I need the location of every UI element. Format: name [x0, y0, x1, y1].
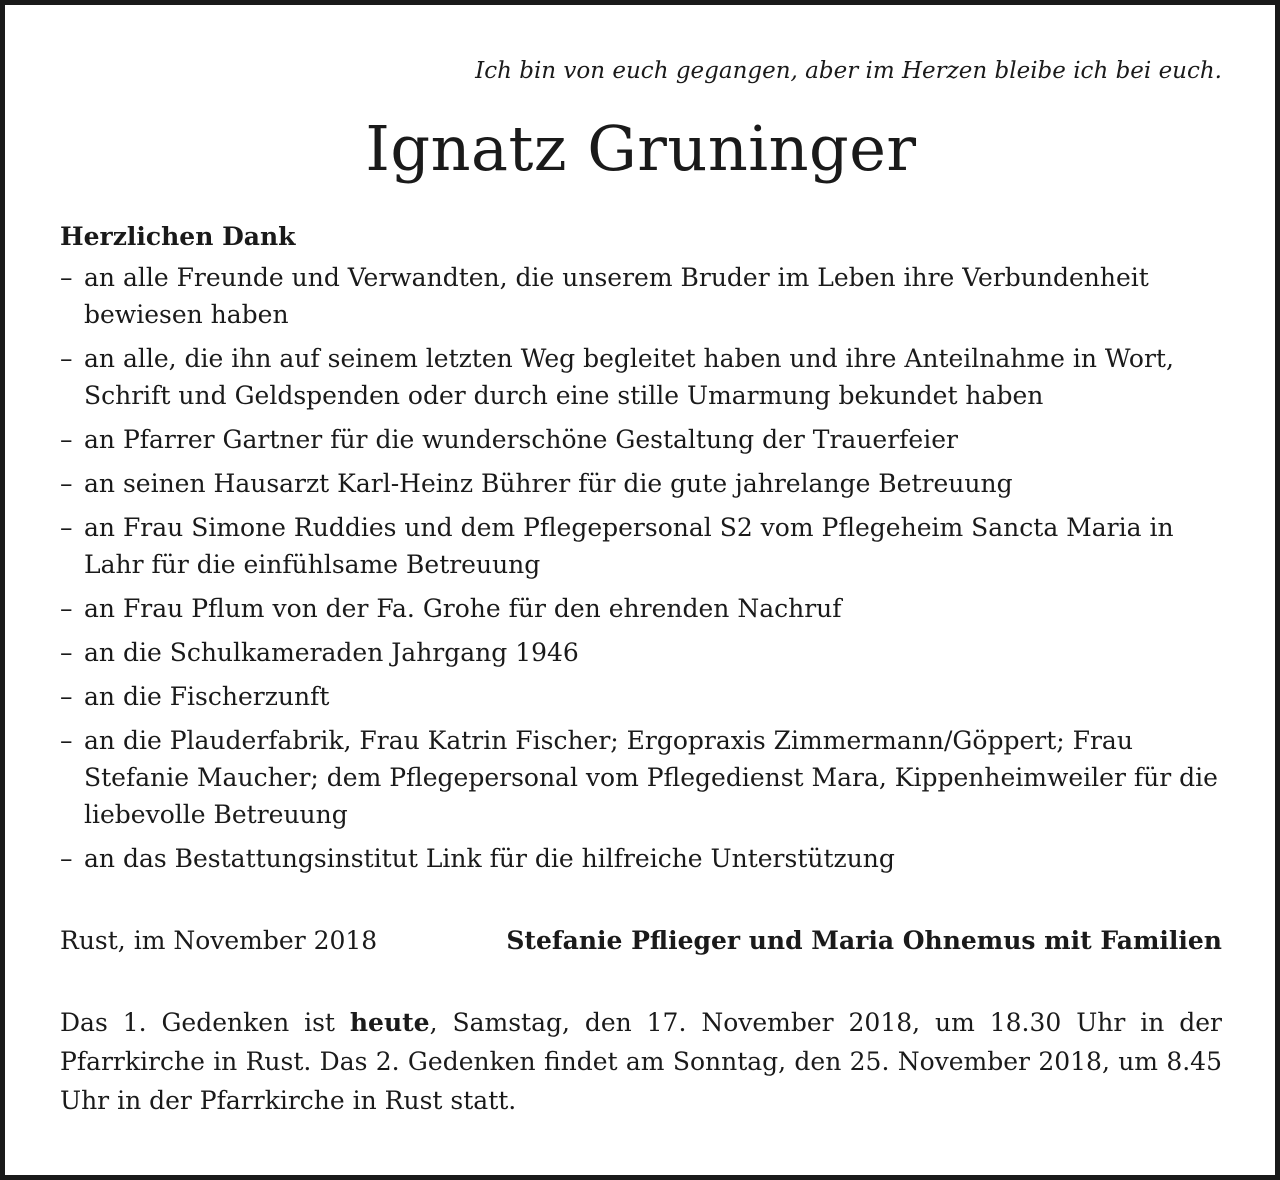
obituary-notice [60, 55, 1222, 1120]
deceased-name: Ignatz Gruninger [365, 112, 917, 185]
place-date: Rust, im November 2018 [60, 926, 378, 955]
thanks-item: – an Pfarrer Gartner für die wunderschöne Gestaltung der Trauerfeier [60, 421, 1222, 458]
motto-quote: Ich bin von euch gegangen, aber im Herzen bleibe ich bei euch. [475, 58, 1222, 84]
memorial-emphasis: heute [349, 1008, 430, 1037]
thanks-list [60, 259, 1222, 877]
memorial-info [60, 1003, 1222, 1120]
thanks-item: – an die Plauderfabrik, Frau Katrin Fischer; Ergopraxis Zimmermann/Göppert; Frau Stefanie Maucher; dem Pflegepersonal vom Pflegedienst Mara, Kippenheimweiler für die liebevolle Betreuung [60, 722, 1222, 833]
thanks-item: – an alle Freunde und Verwandten, die unserem Bruder im Leben ihre Verbundenheit bewiesen haben [60, 259, 1222, 333]
family-signature: Stefanie Pflieger und Maria Ohnemus mit Familien [506, 926, 1222, 955]
thanks-item: – an Frau Pflum von der Fa. Grohe für den ehrenden Nachruf [60, 590, 1222, 627]
thanks-item: – an Frau Simone Ruddies und dem Pflegepersonal S2 vom Pflegeheim Sancta Maria in Lahr für die einfühlsame Betreuung [60, 509, 1222, 583]
memorial-text-start: Das 1. Gedenken ist [60, 1008, 350, 1037]
thanks-item: – an alle, die ihn auf seinem letzten Weg begleitet haben und ihre Anteilnahme in Wort, Schrift und Geldspenden oder durch eine stille Umarmung bekundet haben [60, 340, 1222, 414]
memorial-text-rest: , Samstag, den 17. November 2018, um 18.30 Uhr in der Pfarrkirche in Rust. Das 2. Gedenken findet am Sonntag, den 25. November 2018, um 8.45 Uhr in der Pfarrkirche in Rust statt. [60, 1008, 1223, 1115]
signature-line [60, 923, 1222, 959]
thanks-item: – an die Schulkameraden Jahrgang 1946 [60, 634, 1222, 671]
thanks-item: – an die Fischerzunft [60, 678, 1222, 715]
thanks-item: – an das Bestattungsinstitut Link für die hilfreiche Unterstützung [60, 840, 1222, 877]
thanks-heading: Herzlichen Dank [60, 222, 296, 251]
thanks-item: – an seinen Hausarzt Karl-Heinz Bührer für die gute jahrelange Betreuung [60, 465, 1222, 502]
